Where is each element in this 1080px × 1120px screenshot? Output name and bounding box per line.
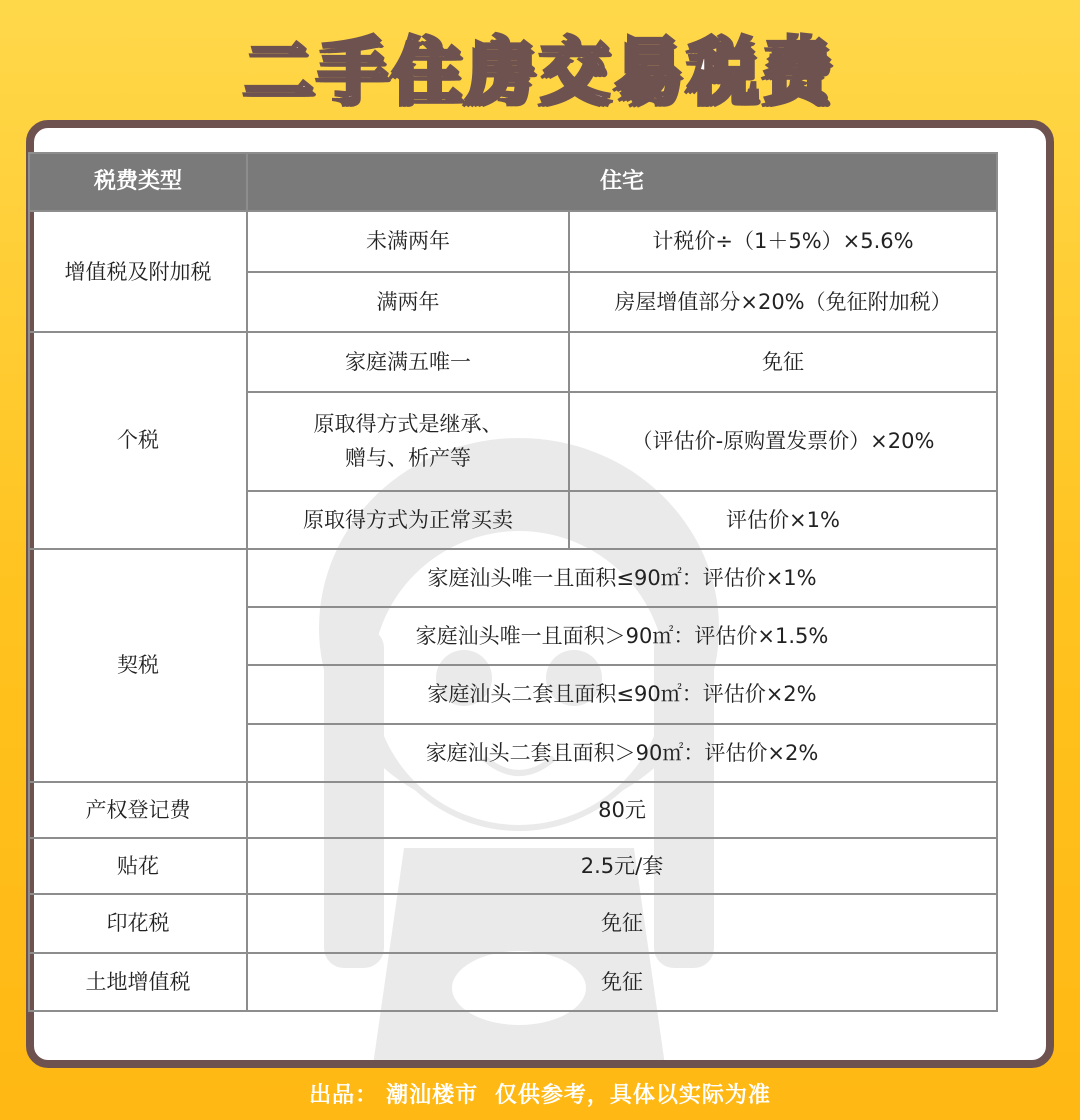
income-tax-rate: （评估价-原购置发票价）×20% [569,392,997,490]
deed-tax-rule: 家庭汕头唯一且面积≤90㎡：评估价×1% [247,549,997,607]
income-tax-condition [247,392,569,490]
income-tax-rate: 免征 [569,332,997,392]
table-header-row [29,153,997,211]
income-tax-condition: 原取得方式为正常买卖 [247,491,569,549]
footer-source-name: 潮汕楼市 [386,1083,479,1108]
deed-tax-rule: 家庭汕头二套且面积＞90㎡：评估价×2% [247,724,997,782]
fee-value: 80元 [247,782,997,838]
fee-value: 免征 [247,953,997,1011]
fee-label: 贴花 [29,838,247,894]
tax-table [28,152,998,1012]
income-tax-rate: 评估价×1% [569,491,997,549]
vat-condition: 未满两年 [247,211,569,271]
table-row [29,953,997,1011]
vat-rate: 房屋增值部分×20%（免征附加税） [569,272,997,332]
deed-tax-rule: 家庭汕头二套且面积≤90㎡：评估价×2% [247,665,997,723]
footer-note [0,1078,1080,1109]
deed-tax-label: 契税 [29,549,247,782]
income-tax-condition: 家庭满五唯一 [247,332,569,392]
condition-line: 原取得方式是继承、 [313,412,503,437]
vat-label: 增值税及附加税 [29,211,247,332]
deed-tax-rule: 家庭汕头唯一且面积＞90㎡：评估价×1.5% [247,607,997,665]
table-row [29,549,997,607]
table-row [29,211,997,271]
footer-disclaimer: 仅供参考，具体以实际为准 [494,1083,771,1108]
footer-source-label: 出品： [309,1083,379,1108]
table-row [29,838,997,894]
table-row [29,894,997,952]
condition-line: 赠与、析产等 [345,446,471,471]
fee-value: 2.5元/套 [247,838,997,894]
vat-rate: 计税价÷（1＋5%）×5.6% [569,211,997,271]
header-tax-type: 税费类型 [29,153,247,211]
table-row [29,332,997,392]
header-residential: 住宅 [247,153,997,211]
page-title: 二手住房交易税费 [244,29,836,111]
fee-label: 印花税 [29,894,247,952]
income-tax-label: 个税 [29,332,247,549]
fee-label: 产权登记费 [29,782,247,838]
vat-condition: 满两年 [247,272,569,332]
fee-value: 免征 [247,894,997,952]
table-row [29,782,997,838]
fee-label: 土地增值税 [29,953,247,1011]
